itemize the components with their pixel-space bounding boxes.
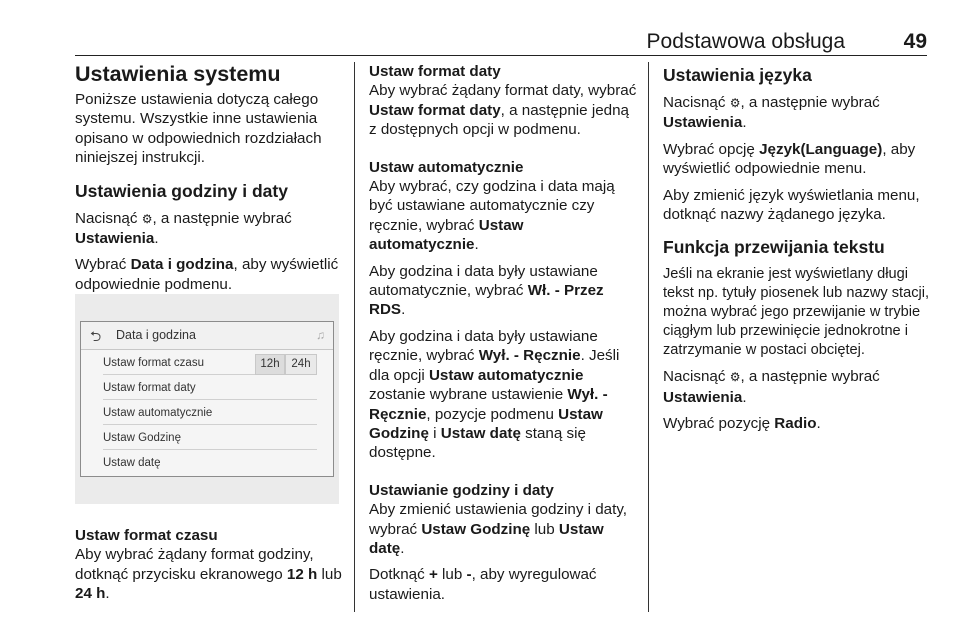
menu-row-date-format[interactable]: Ustaw format daty <box>103 375 317 400</box>
date-format-heading: Ustaw format daty <box>369 63 501 80</box>
page-number: 49 <box>903 30 927 53</box>
column-divider <box>354 62 355 612</box>
menu-row-time-format[interactable]: Ustaw format czasu 12h 24h <box>103 350 317 375</box>
radio-paragraph: Wybrać pozycję Radio. <box>663 415 821 433</box>
menu-row-set-date[interactable]: Ustaw datę <box>103 457 161 469</box>
gear-icon: ⚙ <box>729 96 741 110</box>
date-time-screen <box>80 321 334 477</box>
page-header <box>75 10 927 56</box>
set-time-heading: Ustawianie godziny i daty <box>369 481 554 499</box>
set-time-paragraph: Aby zmienić ustawienia godziny i daty, wybrać Ustaw Godzinę lub Ustaw datę. <box>369 501 628 557</box>
column-divider <box>648 62 649 612</box>
time-format-section <box>75 526 343 611</box>
intro-paragraph: Poniższe ustawienia dotyczą całego systemu. Wszystkie inne ustawienia opisano w odpowiednich rozdziałach niniejszej instrukcji. <box>75 91 322 167</box>
section-title: Ustawienia systemu <box>75 62 281 86</box>
column-3 <box>663 62 933 441</box>
return-arrow-icon[interactable]: ⮌ <box>90 328 102 344</box>
auto-heading: Ustaw automatycznie <box>369 158 524 176</box>
chapter-title: Podstawowa obsługa <box>646 30 845 53</box>
format-24h-button[interactable]: 24h <box>285 354 317 375</box>
scroll-paragraph: Jeśli na ekranie jest wyświetlany długi tekst np. tytuły piosenek lub nazwy stacji, można wybrać jego przewijanie w trybie ciągłym lub przewinięcie jednokrotne i zatrzymanie w postaci obciętej. <box>663 266 930 359</box>
time-settings-heading: Ustawienia godziny i daty <box>75 180 288 201</box>
menu-row-set-time[interactable]: Ustaw Godzinę <box>103 425 317 450</box>
date-format-paragraph: Aby wybrać żądany format daty, wybrać Ustaw format daty, a następnie jedną z dostępnych opcji w podmenu. <box>369 82 637 139</box>
music-note-icon[interactable]: ♫ <box>316 328 325 342</box>
language-heading: Ustawienia języka <box>663 65 812 85</box>
screen-figure <box>75 294 339 504</box>
menu-row-auto[interactable]: Ustaw automatycznie <box>103 400 317 425</box>
language-option-paragraph: Wybrać opcję Język(Language), aby wyświetlić odpowiednie menu. <box>663 140 916 178</box>
gear-icon: ⚙ <box>141 211 153 226</box>
column-1 <box>75 62 343 301</box>
adjust-paragraph: Dotknąć + lub -, aby wyregulować ustawienia. <box>369 566 597 603</box>
scroll-heading: Funkcja przewijania tekstu <box>663 237 885 258</box>
column-2 <box>369 62 637 611</box>
format-12h-button[interactable]: 12h <box>255 354 285 375</box>
rds-paragraph: Aby godzina i data były ustawiane automatycznie, wybrać Wł. - Przez RDS. <box>369 262 604 319</box>
scroll-press-paragraph: Nacisnąć ⚙, a następnie wybrać Ustawienia. <box>663 368 880 406</box>
choose-date-time-paragraph: Wybrać Data i godzina, aby wyświetlić odpowiednie podmenu. <box>75 256 339 293</box>
time-format-paragraph: Aby wybrać żądany format godziny, dotknąć przycisku ekranowego 12 h lub 24 h. <box>75 546 342 603</box>
manual-paragraph: Aby godzina i data były ustawiane ręcznie, wybrać Wył. - Ręcznie. Jeśli dla opcji Ustaw automatycznie zostanie wybrane ustawienie Wył. - Ręcznie, pozycje podmenu Ustaw Godzinę i Ustaw datę staną się dostępne. <box>369 327 620 462</box>
time-format-heading: Ustaw format czasu <box>75 527 218 544</box>
header-rule <box>75 55 927 56</box>
screen-header <box>81 322 333 350</box>
language-change-paragraph: Aby zmienić język wyświetlania menu, dotknąć nazwy żądanego języka. <box>663 186 920 224</box>
gear-icon: ⚙ <box>729 370 741 385</box>
auto-paragraph: Aby wybrać, czy godzina i data mają być ustawiane automatycznie czy ręcznie, wybrać Ustaw automatycznie. <box>369 178 615 254</box>
language-press-paragraph: Nacisnąć ⚙, a następnie wybrać Ustawienia. <box>663 94 880 132</box>
press-settings-paragraph: Nacisnąć ⚙, a następnie wybrać Ustawienia. <box>75 209 292 248</box>
screen-title: Data i godzina <box>116 328 196 342</box>
